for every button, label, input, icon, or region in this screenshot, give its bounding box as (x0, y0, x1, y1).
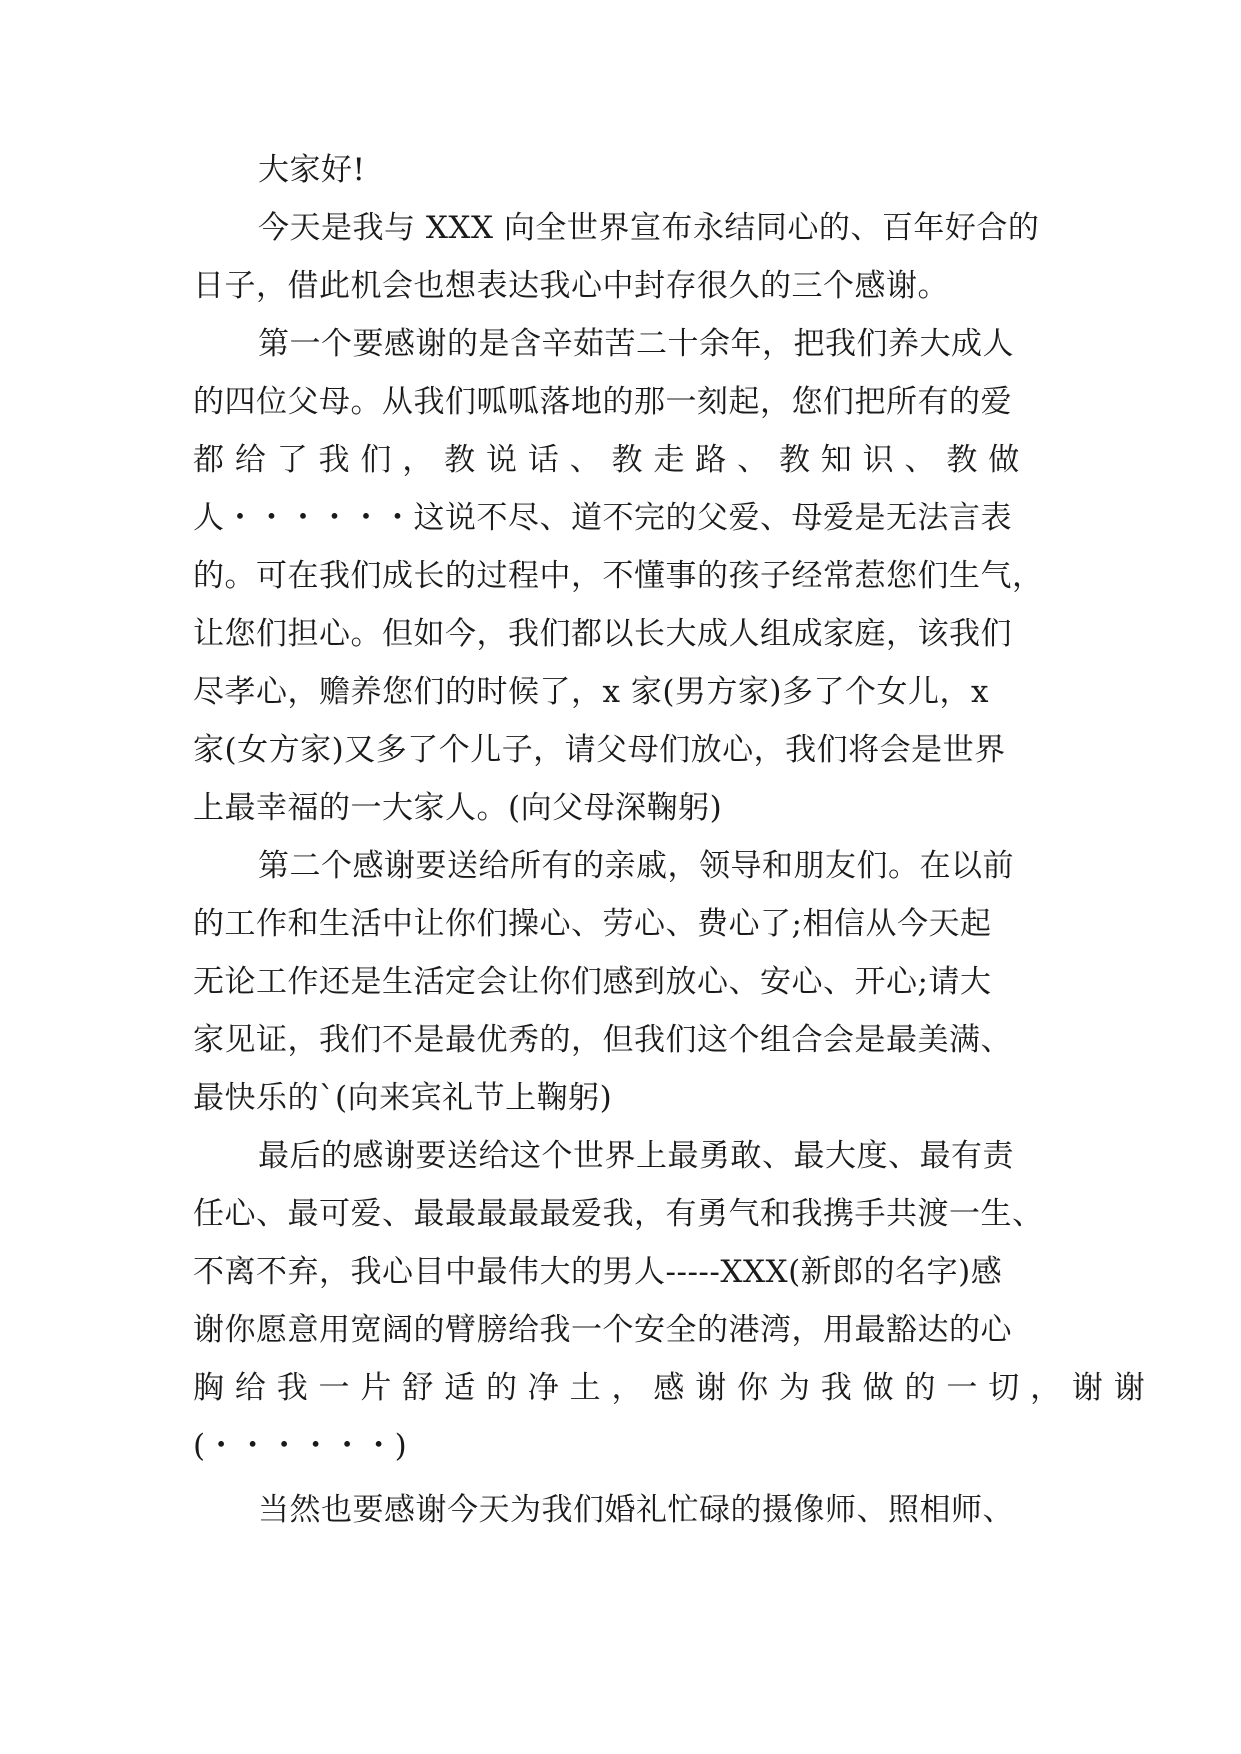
paragraph-2-line-8: 家(女方家)又多了个儿子，请父母们放心，我们将会是世界 (193, 732, 1006, 768)
paragraph-2-line-6: 让您们担心。但如今，我们都以长大成人组成家庭，该我们 (193, 616, 1012, 652)
paragraph-4-line-1: 最后的感谢要送给这个世界上最勇敢、最大度、最有责 (258, 1138, 1014, 1174)
paragraph-3-line-3: 无论工作还是生活定会让你们感到放心、安心、开心;请大 (193, 964, 992, 1000)
paragraph-3-line-5: 最快乐的`(向来宾礼节上鞠躬) (193, 1080, 613, 1116)
paragraph-2-line-4: 人・・・・・・这说不尽、道不完的父爱、母爱是无法言表 (193, 500, 1012, 536)
paragraph-2-line-5: 的。可在我们成长的过程中，不懂事的孩子经常惹您们生气， (193, 558, 1044, 594)
paragraph-1-line-2: 日子，借此机会也想表达我心中封存很久的三个感谢。 (193, 268, 949, 304)
paragraph-2-line-1: 第一个要感谢的是含辛茹苦二十余年，把我们养大成人 (258, 326, 1014, 362)
paragraph-2-line-2: 的四位父母。从我们呱呱落地的那一刻起，您们把所有的爱 (193, 384, 1012, 420)
paragraph-4-line-5: 胸 给 我 一 片 舒 适 的 净 土 ， 感 谢 你 为 我 做 的 一 切 ， 谢 谢 (193, 1370, 1146, 1406)
paragraph-4-line-6: (・・・・・・) (193, 1428, 408, 1464)
paragraph-3-line-2: 的工作和生活中让你们操心、劳心、费心了;相信从今天起 (193, 906, 992, 942)
paragraph-1-line-1: 今天是我与 XXX 向全世界宣布永结同心的、百年好合的 (258, 210, 1040, 246)
paragraph-4-line-4: 谢你愿意用宽阔的臂膀给我一个安全的港湾，用最豁达的心 (193, 1312, 1012, 1348)
paragraph-3-line-1: 第二个感谢要送给所有的亲戚，领导和朋友们。在以前 (258, 848, 1014, 884)
greeting-line: 大家好! (258, 152, 366, 188)
paragraph-5-line-1: 当然也要感谢今天为我们婚礼忙碌的摄像师、照相师、 (258, 1492, 1014, 1528)
paragraph-3-line-4: 家见证，我们不是最优秀的，但我们这个组合会是最美满、 (193, 1022, 1012, 1058)
paragraph-4-line-2: 任心、最可爱、最最最最最爱我，有勇气和我携手共渡一生、 (193, 1196, 1044, 1232)
paragraph-2-line-7: 尽孝心，赡养您们的时候了，x 家(男方家)多了个女儿，x (193, 674, 990, 710)
paragraph-4-line-3: 不离不弃，我心目中最伟大的男人-----XXX(新郎的名字)感 (193, 1254, 1003, 1290)
paragraph-2-line-3: 都 给 了 我 们 ， 教 说 话 、 教 走 路 、 教 知 识 、 教 做 (193, 442, 1020, 478)
paragraph-2-line-9: 上最幸福的一大家人。(向父母深鞠躬) (193, 790, 723, 826)
